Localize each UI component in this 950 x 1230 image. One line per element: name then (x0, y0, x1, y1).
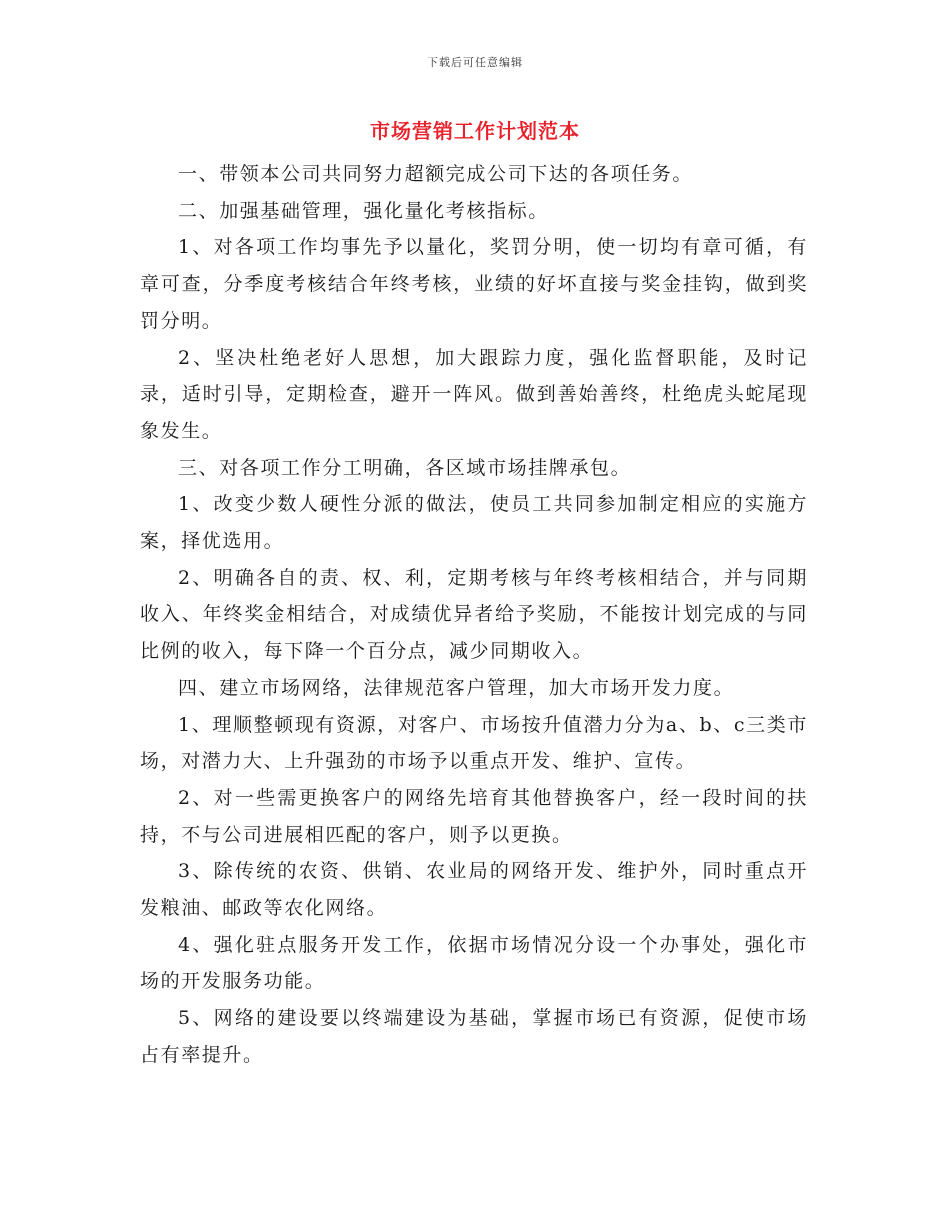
paragraph-4-item-3: 3、除传统的农资、供销、农业局的网络开发、维护外，同时重点开发粮油、邮政等农化网络。 (140, 860, 808, 920)
paragraph-section-2: 二、加强基础管理，强化量化考核指标。 (178, 199, 549, 222)
document-body (140, 156, 808, 1074)
paragraph-2-item-1: 1、对各项工作均事先予以量化，奖罚分明，使一切均有章可循，有章可查，分季度考核结合年终考核，业绩的好坏直接与奖金挂钩，做到奖罚分明。 (140, 236, 808, 332)
paragraph-section-4: 四、建立市场网络，法律规范客户管理，加大市场开发力度。 (178, 676, 735, 699)
paragraph-3-item-2: 2、明确各自的责、权、利，定期考核与年终考核相结合，并与同期收入、年终奖金相结合，对成绩优异者给予奖励，不能按计划完成的与同比例的收入，每下降一个百分点，减少同期收入。 (140, 566, 808, 663)
paragraph-4-item-1: 1、理顺整顿现有资源，对客户、市场按升值潜力分为a、b、c三类市场，对潜力大、上升强劲的市场予以重点开发、维护、宣传。 (140, 713, 808, 773)
paragraph-3-item-1: 1、改变少数人硬性分派的做法，使员工共同参加制定相应的实施方案，择优选用。 (140, 493, 808, 553)
paragraph-section-3: 三、对各项工作分工明确，各区域市场挂牌承包。 (178, 456, 632, 479)
document-title: 市场营销工作计划范本 (370, 119, 580, 143)
paragraph-4-item-2: 2、对一些需更换客户的网络先培育其他替换客户，经一段时间的扶持，不与公司进展相匹配的客户，则予以更换。 (140, 786, 808, 846)
page-header: 下载后可任意编辑 (427, 56, 523, 69)
paragraph-section-1: 一、带领本公司共同努力超额完成公司下达的各项任务。 (178, 163, 694, 185)
paragraph-2-item-2: 2、坚决杜绝老好人思想，加大跟踪力度，强化监督职能，及时记录，适时引导，定期检查，避开一阵风。做到善始善终，杜绝虎头蛇尾现象发生。 (140, 346, 808, 442)
paragraph-4-item-5: 5、网络的建设要以终端建设为基础，掌握市场已有资源，促使市场占有率提升。 (140, 1007, 808, 1066)
paragraph-4-item-4: 4、强化驻点服务开发工作，依据市场情况分设一个办事处，强化市场的开发服务功能。 (140, 933, 808, 993)
